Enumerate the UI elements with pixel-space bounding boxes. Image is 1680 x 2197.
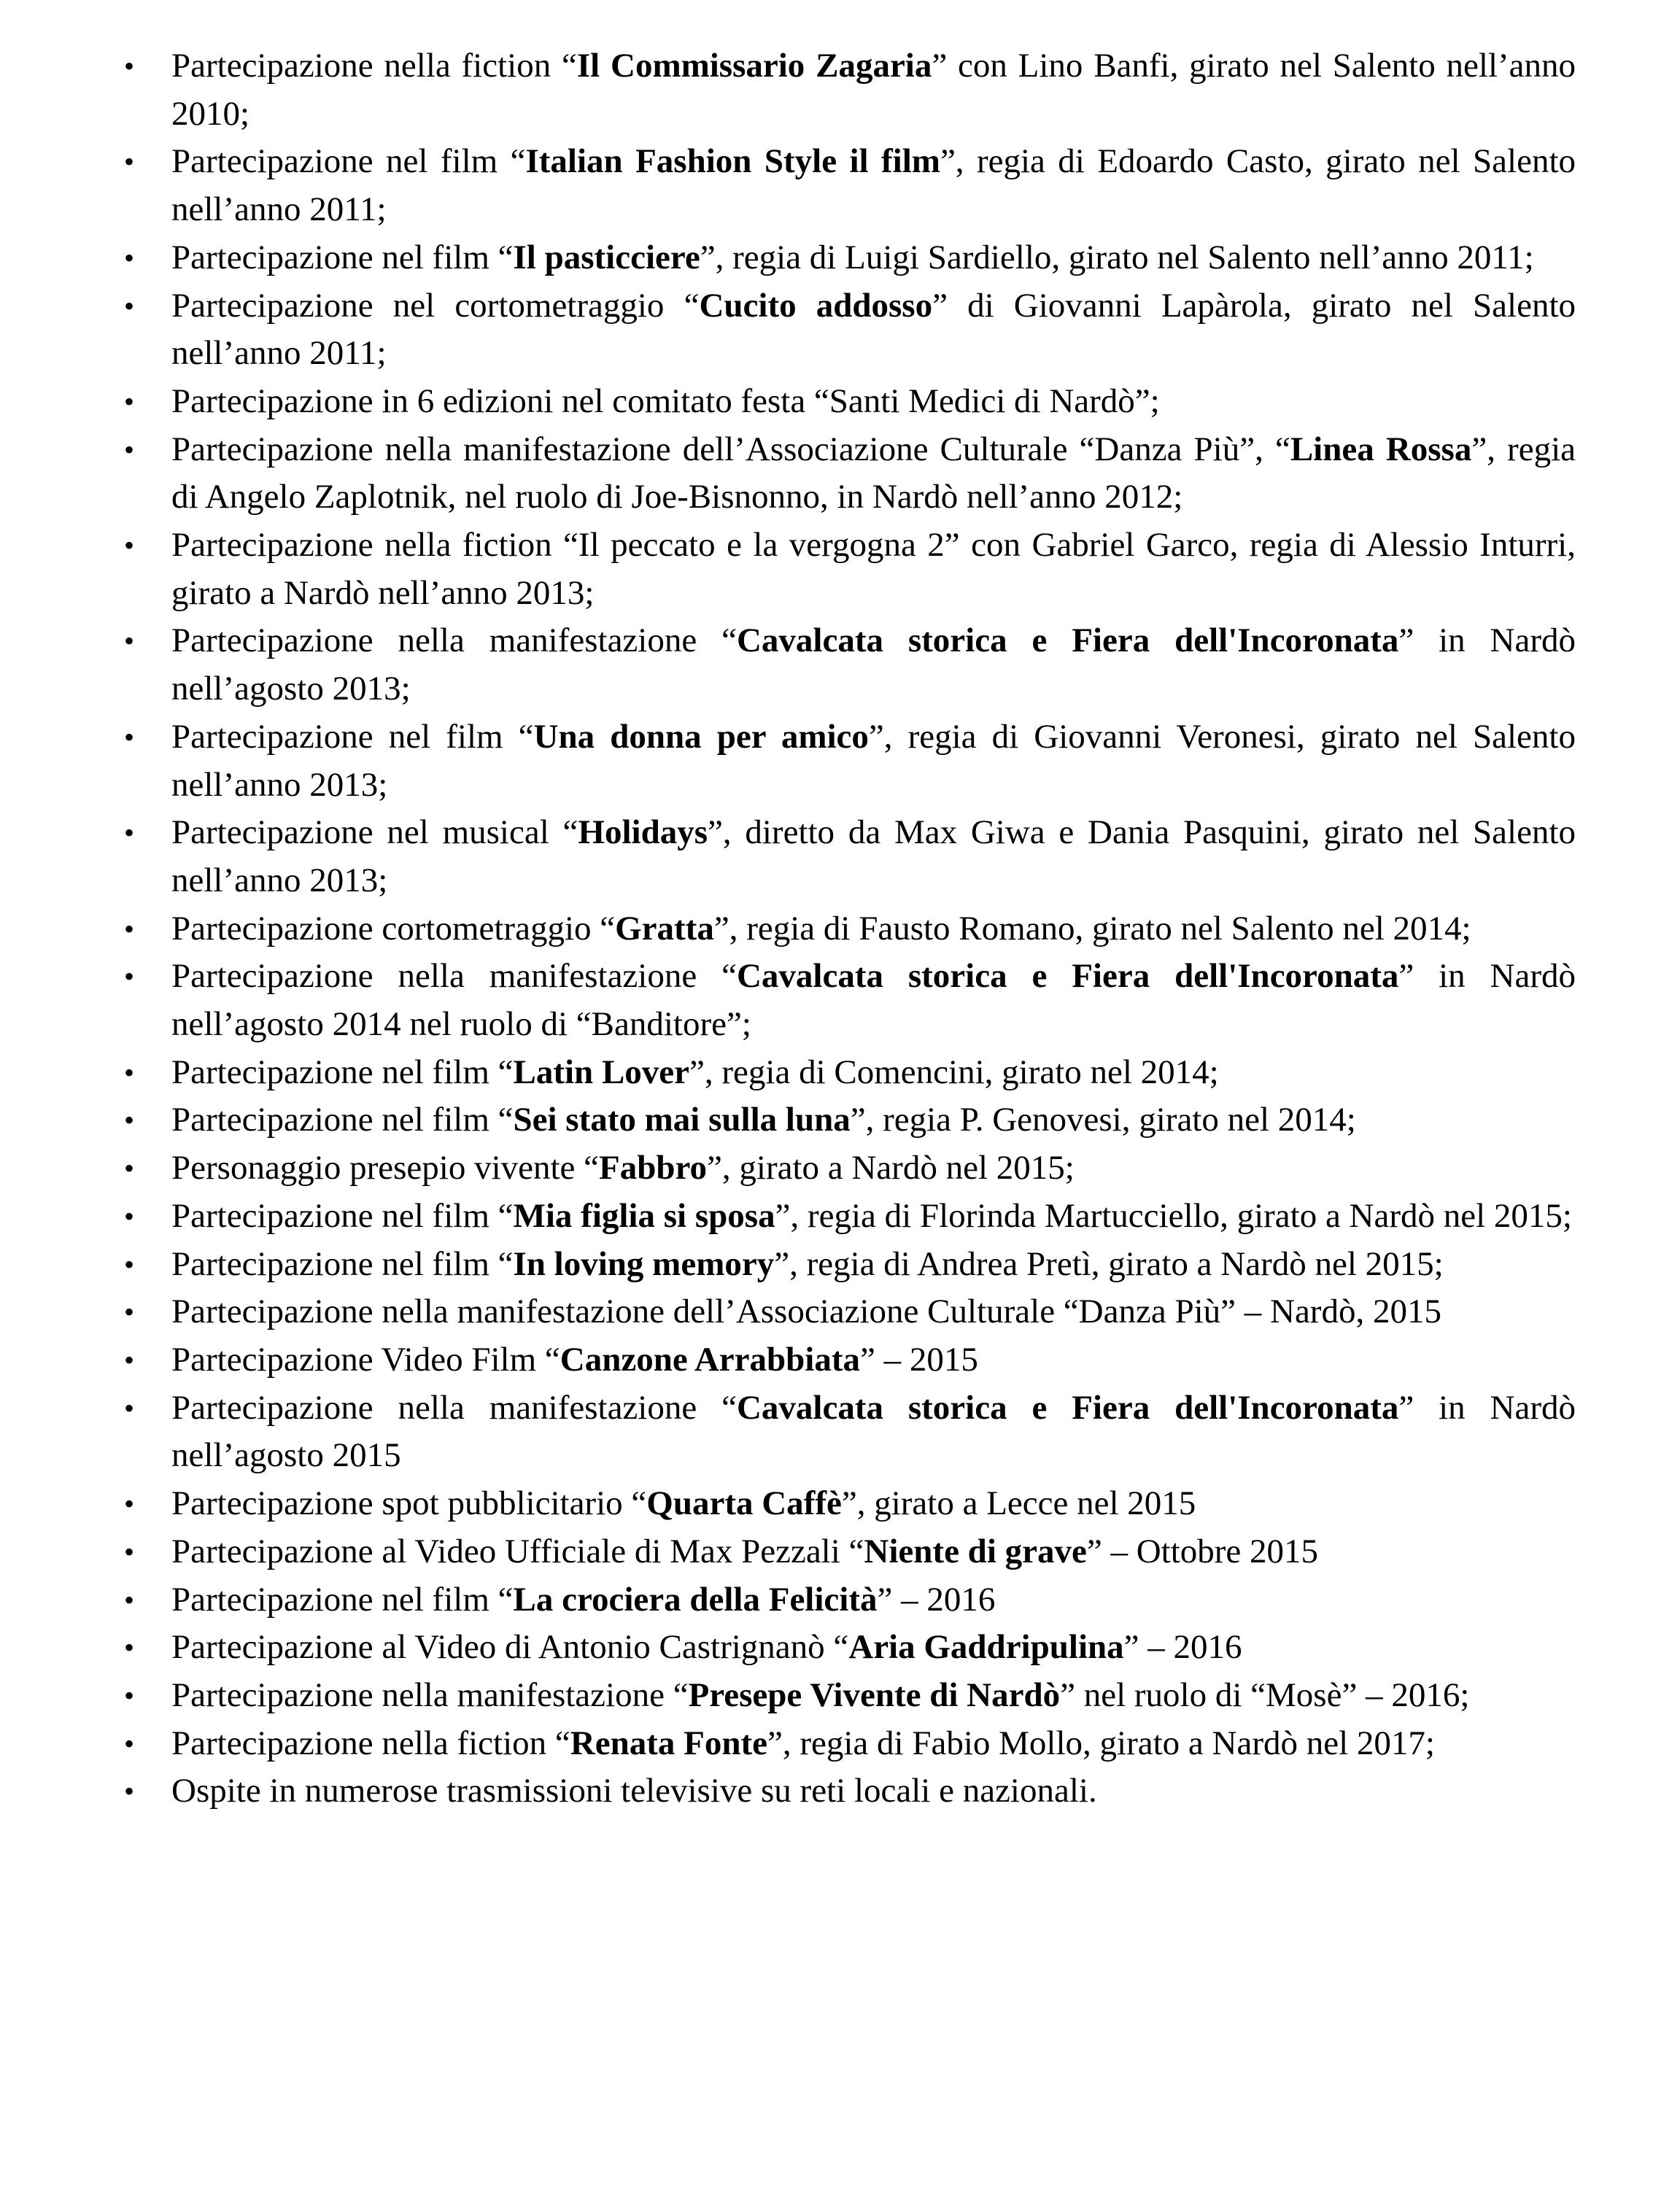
item-text: Personaggio presepio vivente “ <box>171 1149 600 1187</box>
item-text: Partecipazione nel film “ <box>171 1053 514 1091</box>
list-item <box>123 1576 1576 1624</box>
list-item <box>123 234 1576 282</box>
item-text: Partecipazione nella manifestazione “ <box>171 1675 689 1714</box>
item-text: Partecipazione cortometraggio “ <box>171 909 616 948</box>
item-title: Canzone Arrabbiata <box>560 1340 860 1379</box>
bullet-icon: • <box>123 1631 134 1665</box>
bullet-icon: • <box>123 529 134 562</box>
bullet-icon: • <box>123 1104 134 1137</box>
item-text: Partecipazione nel film “ <box>171 1101 514 1139</box>
item-text: ” di Giovanni Lapàrola, girato nel Salento nell’anno 2011; <box>171 286 1576 373</box>
item-title: Gratta <box>615 909 714 948</box>
document-page <box>0 42 1680 1816</box>
bullet-icon: • <box>123 720 134 753</box>
item-text: Partecipazione nel film “ <box>171 1196 514 1235</box>
bullet-icon: • <box>123 384 134 418</box>
item-text: ” in Nardò nell’agosto 2014 nel ruolo di “Banditore”; <box>171 957 1576 1044</box>
item-text: Partecipazione spot pubblicitario “ <box>171 1484 647 1523</box>
item-title: Mia figlia si sposa <box>513 1196 775 1235</box>
item-text: Partecipazione nella fiction “ <box>171 1724 570 1762</box>
item-title: Linea Rossa <box>1290 430 1472 468</box>
item-text: ” in Nardò nell’agosto 2015 <box>171 1388 1576 1475</box>
list-item <box>123 522 1576 617</box>
list-item <box>123 1144 1576 1193</box>
bullet-icon: • <box>123 624 134 658</box>
item-text: Partecipazione nel cortometraggio “ <box>171 286 700 325</box>
item-title: Il Commissario Zagaria <box>576 47 932 85</box>
item-text: ” – 2016 <box>1123 1628 1242 1667</box>
item-text: ”, regia di Luigi Sardiello, girato nel Salento nell’anno 2011; <box>700 238 1534 276</box>
bullet-icon: • <box>123 1583 134 1616</box>
item-title: Holidays <box>578 813 708 852</box>
list-item <box>123 809 1576 904</box>
list-item <box>123 1480 1576 1528</box>
item-text: Partecipazione nella fiction “Il peccato e la vergogna 2” con Gabriel Garco, regia di Alessio Inturri, girato a Nardò nell’anno 2013; <box>171 526 1576 612</box>
bullet-icon: • <box>123 816 134 850</box>
item-title: Aria Gaddripulina <box>848 1628 1124 1667</box>
bullet-icon: • <box>123 1727 134 1760</box>
bullet-icon: • <box>123 1678 134 1712</box>
item-text: ” nel ruolo di “Mosè” – 2016; <box>1060 1675 1470 1714</box>
item-text: ”, regia di Edoardo Casto, girato nel Salento nell’anno 2011; <box>171 142 1576 229</box>
bullet-icon: • <box>123 960 134 993</box>
list-item <box>123 1767 1576 1816</box>
item-text: Partecipazione nel film “ <box>171 142 526 181</box>
item-title: Renata Fonte <box>570 1724 767 1762</box>
item-text: ”, regia di Andrea Pretì, girato a Nardò nel 2015; <box>774 1244 1444 1283</box>
item-text: ”, girato a Lecce nel 2015 <box>841 1484 1196 1523</box>
item-text: ”, regia di Fabio Mollo, girato a Nardò nel 2017; <box>767 1724 1435 1762</box>
bullet-icon: • <box>123 1152 134 1185</box>
item-text: Partecipazione nel film “ <box>171 238 514 276</box>
list-item <box>123 953 1576 1048</box>
bullet-icon: • <box>123 241 134 274</box>
bullet-icon: • <box>123 1487 134 1521</box>
item-title: Niente di grave <box>864 1532 1087 1570</box>
item-text: ”, regia di Angelo Zaplotnik, nel ruolo di Joe-Bisnonno, in Nardò nell’anno 2012; <box>171 430 1576 516</box>
item-text: Partecipazione nella manifestazione dell’Associazione Culturale “Danza Più”, “ <box>171 430 1290 468</box>
item-title: Presepe Vivente di Nardò <box>688 1675 1061 1714</box>
list-item <box>123 1241 1576 1289</box>
list-item <box>123 1288 1576 1336</box>
item-text: Partecipazione nel film “ <box>171 1244 514 1283</box>
item-text: ”, regia P. Genovesi, girato nel 2014; <box>850 1101 1356 1139</box>
list-item <box>123 1336 1576 1384</box>
bullet-icon: • <box>123 50 134 82</box>
item-text: Partecipazione nella manifestazione “ <box>171 957 737 996</box>
item-title: Sei stato mai sulla luna <box>513 1101 851 1139</box>
item-title: In loving memory <box>513 1244 775 1283</box>
list-item <box>123 282 1576 378</box>
item-text: Partecipazione nel film “ <box>171 717 534 756</box>
item-title: La crociera della Felicità <box>513 1580 878 1619</box>
bullet-icon: • <box>123 433 134 466</box>
list-item <box>123 42 1576 138</box>
bullet-icon: • <box>123 1199 134 1233</box>
item-text: Partecipazione nella manifestazione “ <box>171 1388 737 1427</box>
item-text: Partecipazione nel musical “ <box>171 813 578 852</box>
bullet-icon: • <box>123 289 134 322</box>
list-item <box>123 1384 1576 1480</box>
item-title: Cavalcata storica e Fiera dell'Incoronata <box>736 621 1399 660</box>
item-title: Il pasticciere <box>513 238 700 276</box>
item-title: Cucito addosso <box>699 286 933 325</box>
bullet-icon: • <box>123 1247 134 1281</box>
item-text: ” – 2016 <box>877 1580 996 1619</box>
list-item <box>123 138 1576 233</box>
list-item <box>123 1193 1576 1241</box>
item-text: ”, regia di Comencini, girato nel 2014; <box>689 1053 1219 1091</box>
list-item <box>123 617 1576 713</box>
item-title: Fabbro <box>599 1149 708 1187</box>
list-item <box>123 1624 1576 1672</box>
list-item <box>123 1528 1576 1576</box>
item-text: Partecipazione nella fiction “ <box>171 47 577 85</box>
list-item <box>123 378 1576 426</box>
bullet-icon: • <box>123 1391 134 1425</box>
item-text: ” in Nardò nell’agosto 2013; <box>171 621 1576 708</box>
bullet-icon: • <box>123 145 134 179</box>
item-title: Latin Lover <box>513 1053 690 1091</box>
item-text: Partecipazione nella manifestazione “ <box>171 621 737 660</box>
item-text: ”, girato a Nardò nel 2015; <box>707 1149 1075 1187</box>
bullet-icon: • <box>123 1775 134 1808</box>
bullet-icon: • <box>123 1295 134 1329</box>
list-item <box>123 905 1576 953</box>
list-item <box>123 1049 1576 1097</box>
list-item <box>123 1720 1576 1768</box>
bullet-icon: • <box>123 912 134 945</box>
item-title: Italian Fashion Style il film <box>525 142 940 181</box>
item-text: Partecipazione al Video Ufficiale di Max Pezzali “ <box>171 1532 864 1570</box>
item-text: Partecipazione al Video di Antonio Castrignanò “ <box>171 1628 849 1667</box>
item-title: Cavalcata storica e Fiera dell'Incoronata <box>736 1388 1399 1427</box>
item-text: ” – Ottobre 2015 <box>1086 1532 1319 1570</box>
item-text: ” – 2015 <box>860 1340 978 1379</box>
item-text: Ospite in numerose trasmissioni televisive su reti locali e nazionali. <box>171 1772 1097 1810</box>
bullet-icon: • <box>123 1343 134 1376</box>
item-text: ” con Lino Banfi, girato nel Salento nell’anno 2010; <box>171 47 1576 133</box>
item-text: Partecipazione nel film “ <box>171 1580 514 1619</box>
item-title: Cavalcata storica e Fiera dell'Incoronata <box>736 957 1399 996</box>
item-text: ”, regia di Fausto Romano, girato nel Salento nel 2014; <box>713 909 1471 948</box>
item-title: Quarta Caffè <box>646 1484 842 1523</box>
list-item <box>123 426 1576 522</box>
list-item <box>123 1096 1576 1144</box>
item-text: ”, diretto da Max Giwa e Dania Pasquini, girato nel Salento nell’anno 2013; <box>171 813 1576 899</box>
item-title: Una donna per amico <box>533 717 869 756</box>
item-text: ”, regia di Giovanni Veronesi, girato nel Salento nell’anno 2013; <box>171 717 1576 804</box>
bullet-icon: • <box>123 1055 134 1089</box>
item-text: Partecipazione nella manifestazione dell’Associazione Culturale “Danza Più” – Nardò, 2015 <box>171 1293 1441 1331</box>
list-item <box>123 713 1576 809</box>
participation-list <box>0 42 1680 1816</box>
item-text: Partecipazione Video Film “ <box>171 1340 560 1379</box>
bullet-icon: • <box>123 1535 134 1568</box>
list-item <box>123 1672 1576 1720</box>
item-text: Partecipazione in 6 edizioni nel comitato festa “Santi Medici di Nardò”; <box>171 381 1160 420</box>
item-text: ”, regia di Florinda Martucciello, girato a Nardò nel 2015; <box>775 1196 1572 1235</box>
